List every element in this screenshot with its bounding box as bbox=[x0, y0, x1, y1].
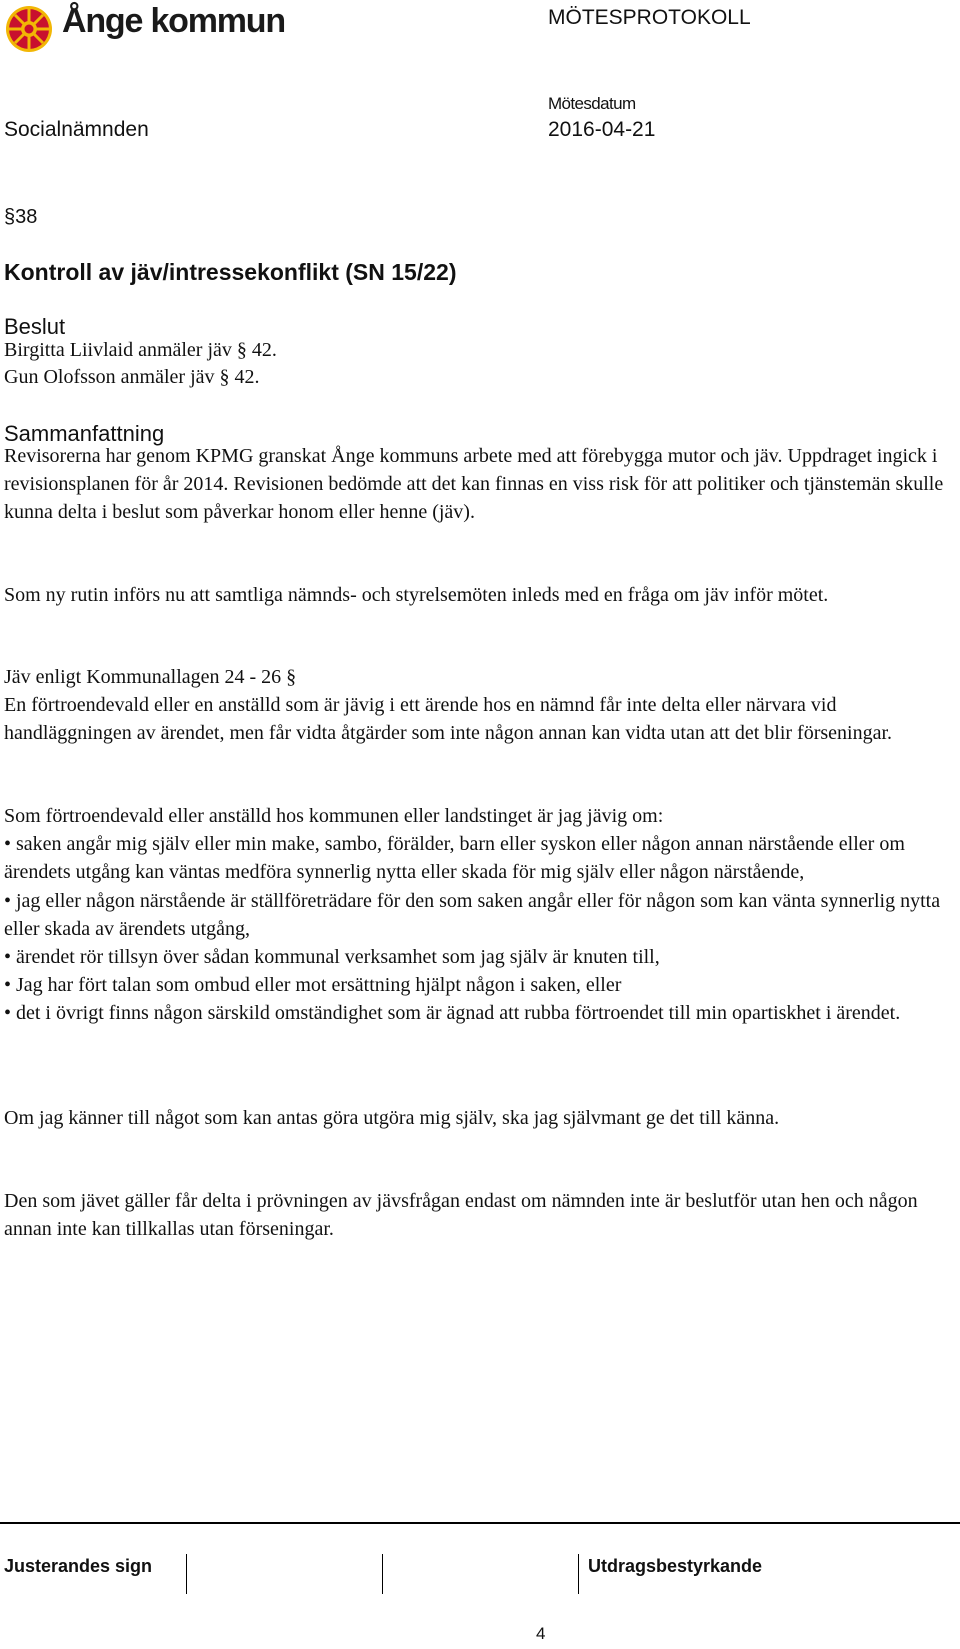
participation-paragraph bbox=[4, 1187, 954, 1243]
document-type: MÖTESPROTOKOLL bbox=[548, 6, 751, 29]
footer-divider bbox=[0, 1522, 960, 1524]
law-heading: Jäv enligt Kommunallagen 24 - 26 § bbox=[4, 666, 297, 688]
signature-box-divider bbox=[578, 1554, 579, 1594]
paragraph-text: Den som jävet gäller får delta i prövningen av jävsfrågan endast om nämnden inte är beslutför utan hen och någon annan inte kan tillkallas utan förseningar. bbox=[4, 1190, 918, 1241]
routine-paragraph bbox=[4, 581, 954, 609]
section-number: §38 bbox=[4, 206, 38, 228]
criteria-item: • saken angår mig själv eller min make, sambo, förälder, barn eller syskon eller någon annan närstående eller om ärendets utgång kan väntas medföra synnerlig nytta eller skada för mig själv eller någon närstående, bbox=[4, 833, 905, 884]
paragraph-text: Om jag känner till något som kan antas göra utgöra mig själv, ska jag självmant ge det till känna. bbox=[4, 1107, 780, 1129]
decision-heading: Beslut bbox=[4, 314, 66, 339]
decision-line: Birgitta Liivlaid anmäler jäv § 42. bbox=[4, 339, 277, 361]
meeting-date-label: Mötesdatum bbox=[548, 94, 636, 113]
summary-heading: Sammanfattning bbox=[4, 421, 165, 446]
criteria-intro: Som förtroendevald eller anställd hos kommunen eller landstinget är jag jävig om: bbox=[4, 805, 664, 827]
section-title: Kontroll av jäv/intressekonflikt (SN 15/22) bbox=[4, 259, 457, 285]
certification-label: Utdragsbestyrkande bbox=[588, 1556, 763, 1576]
meeting-date: 2016-04-21 bbox=[548, 118, 656, 141]
organization-name: Ånge kommun bbox=[62, 2, 285, 40]
municipal-crest-sun-icon bbox=[4, 4, 54, 54]
criteria-item: • jag eller någon närstående är ställföreträdare för den som saken angår eller för någon som kan vänta synnerlig nytta eller skada av ärendets utgång, bbox=[4, 889, 941, 940]
criteria-item: • Jag har fört talan som ombud eller mot ersättning hjälpt någon i saken, eller bbox=[4, 974, 622, 997]
signature-box-divider bbox=[382, 1554, 383, 1594]
decision-line: Gun Olofsson anmäler jäv § 42. bbox=[4, 366, 260, 388]
signature-box-divider bbox=[186, 1554, 187, 1594]
summary-paragraph bbox=[4, 442, 954, 527]
committee-name: Socialnämnden bbox=[4, 118, 149, 141]
conflict-criteria bbox=[4, 802, 954, 1028]
law-text: En förtroendevald eller en anställd som är jävig i ett ärende hos en nämnd får inte delta eller närvara vid handläggningen av ärendet, men får vidta åtgärder som inte någon annan kan vidta utan att det blir förseningar. bbox=[4, 694, 893, 745]
criteria-item: • ärendet rör tillsyn över sådan kommunal verksamhet som jag själv är knuten till, bbox=[4, 946, 660, 969]
page-number: 4 bbox=[536, 1624, 546, 1643]
paragraph-text: Som ny rutin införs nu att samtliga nämnds- och styrelsemöten inleds med en fråga om jäv inför mötet. bbox=[4, 584, 829, 606]
law-section bbox=[4, 663, 954, 748]
disclosure-paragraph bbox=[4, 1104, 954, 1132]
paragraph-text: Revisorerna har genom KPMG granskat Ånge kommuns arbete med att förebygga mutor och jäv. Uppdraget ingick i revisionsplanen för år 2014. Revisionen bedömde att det kan finnas en viss risk för att politiker och tjänstemän skulle kunna delta i beslut som påverkar honom eller henne (jäv). bbox=[4, 445, 944, 524]
criteria-item: • det i övrigt finns någon särskild omständighet som är ägnad att rubba förtroendet till min opartiskhet i ärendet. bbox=[4, 1002, 901, 1025]
signature-label: Justerandes sign bbox=[4, 1556, 153, 1576]
